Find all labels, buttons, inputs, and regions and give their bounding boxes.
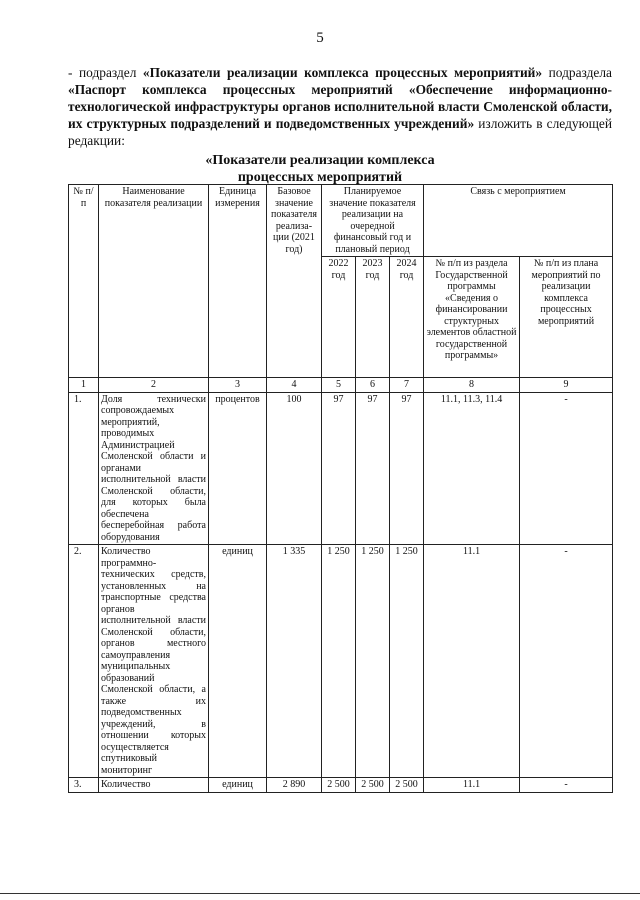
column-number: 3: [209, 378, 267, 393]
table-row: [69, 778, 613, 793]
header-2024: 2024 год: [390, 257, 424, 378]
column-number: 7: [390, 378, 424, 393]
row-value-2024: 1 250: [390, 545, 424, 778]
page-number: 5: [316, 30, 324, 46]
column-number: 6: [356, 378, 390, 393]
column-number: 1: [69, 378, 99, 393]
row-link-plan: -: [520, 545, 613, 778]
row-base-value: 1 335: [267, 545, 322, 778]
row-value-2023: 2 500: [356, 778, 390, 793]
row-link-plan: -: [520, 778, 613, 793]
indicators-table: [68, 184, 613, 793]
header-2023: 2023 год: [356, 257, 390, 378]
header-row-1: [69, 185, 613, 257]
column-numbers-row: [69, 378, 613, 393]
header-unit: Единица измерения: [209, 185, 267, 378]
column-number: 5: [322, 378, 356, 393]
row-unit: единиц: [209, 545, 267, 778]
row-value-2022: 2 500: [322, 778, 356, 793]
header-link-plan: № п/п из плана мероприятий по реализации комплекса процессных мероприятий: [520, 257, 613, 378]
row-value-2024: 97: [390, 392, 424, 545]
row-value-2024: 2 500: [390, 778, 424, 793]
row-value-2022: 1 250: [322, 545, 356, 778]
header-link-program: № п/п из раздела Государственной программы «Сведения о финансировании структурных элементов областной государственной программы»: [424, 257, 520, 378]
header-link: Связь с мероприятием: [424, 185, 613, 257]
header-2022: 2022 год: [322, 257, 356, 378]
table-title: [0, 152, 640, 186]
intro-text-2: подраздела: [542, 65, 612, 80]
row-unit: процентов: [209, 392, 267, 545]
header-name: Наименование показателя реализации: [99, 185, 209, 378]
row-value-2023: 97: [356, 392, 390, 545]
column-number: 8: [424, 378, 520, 393]
row-base-value: 100: [267, 392, 322, 545]
intro-bold-2: «Паспорт комплекса процессных мероприятий «Обеспечение информационно-технологической инфраструктуры органов исполнительной власти Смоленской области, их структурных подразделений и подведомственных учреждений»: [68, 82, 612, 131]
column-number: 9: [520, 378, 613, 393]
row-indicator-name: Количество: [99, 778, 209, 793]
header-num: № п/п: [69, 185, 99, 378]
column-number: 2: [99, 378, 209, 393]
row-value-2023: 1 250: [356, 545, 390, 778]
row-unit: единиц: [209, 778, 267, 793]
row-link-program: 11.1, 11.3, 11.4: [424, 392, 520, 545]
header-planned: Планируемое значение показателя реализации на очередной финансовый год и плановый период: [322, 185, 424, 257]
row-link-program: 11.1: [424, 778, 520, 793]
intro-text-1: - подраздел: [68, 65, 143, 80]
table-title-line-2: процессных мероприятий: [237, 170, 403, 185]
column-number: 4: [267, 378, 322, 393]
row-number: 3.: [69, 778, 99, 793]
table-row: [69, 392, 613, 545]
row-link-plan: -: [520, 392, 613, 545]
row-indicator-name: Количество программно-технических средств, установленных на транспортные средства органов исполнительной власти Смоленской области, органов местного самоуправления муниципальных образований Смоленской области, а также их подведомственных учреждений, в отношении которых осуществляется спутниковый мониторинг: [99, 545, 209, 778]
row-value-2022: 97: [322, 392, 356, 545]
table-title-line-1: «Показатели реализации комплекса: [205, 153, 435, 168]
row-link-program: 11.1: [424, 545, 520, 778]
row-indicator-name: Доля технически сопровождаемых мероприятий, проводимых Администрацией Смоленской области и органами исполнительной власти Смоленской области, для которых была обеспечена бесперебойная работа оборудования: [99, 392, 209, 545]
row-base-value: 2 890: [267, 778, 322, 793]
header-base: Базовое значение показателя реализа-ции (2021 год): [267, 185, 322, 378]
intro-bold-1: «Показатели реализации комплекса процессных мероприятий»: [142, 65, 543, 80]
bottom-divider: [0, 893, 640, 894]
table-row: [69, 545, 613, 778]
intro-paragraph: [68, 64, 612, 149]
row-number: 2.: [69, 545, 99, 778]
intro-text-3: изложить в следующей редакции:: [68, 116, 612, 148]
row-number: 1.: [69, 392, 99, 545]
